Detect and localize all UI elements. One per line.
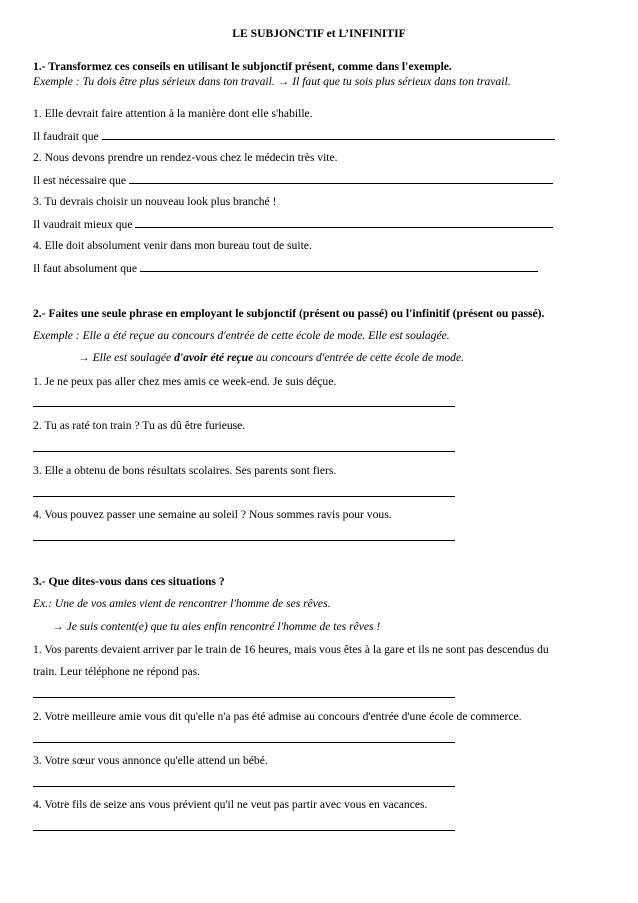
section-2-item-3: 3. Elle a obtenu de bons résultats scolaires. Ses parents sont fiers. bbox=[33, 464, 337, 477]
answer-lead: Il faudrait que bbox=[33, 130, 99, 143]
example-text: Je suis content(e) que tu aies enfin rencontré l'homme de tes rêves ! bbox=[66, 620, 381, 633]
answer-line[interactable] bbox=[33, 496, 455, 497]
answer-blank[interactable] bbox=[140, 261, 538, 272]
answer-line[interactable] bbox=[33, 406, 455, 407]
answer-line[interactable] bbox=[33, 742, 455, 743]
section-1-item-3: 3. Tu devrais choisir un nouveau look plus branché ! bbox=[33, 195, 277, 208]
section-1-answer-2 bbox=[33, 173, 553, 188]
section-1-answer-1 bbox=[33, 129, 555, 144]
section-3-item-1: 1. Vos parents devaient arriver par le train de 16 heures, mais vous êtes à la gare et ils ne sont pas descendus du bbox=[33, 643, 549, 656]
answer-line[interactable] bbox=[33, 540, 455, 541]
section-1-example bbox=[33, 75, 511, 89]
section-3-example-sentence: Ex.: Une de vos amies vient de rencontrer l'homme de ses rêves. bbox=[33, 597, 331, 610]
section-2-item-2: 2. Tu as raté ton train ? Tu as dû être furieuse. bbox=[33, 419, 246, 432]
section-2-heading: 2.- Faites une seule phrase en employant le subjonctif (présent ou passé) ou l'infinitif (présent ou passé). bbox=[33, 307, 545, 320]
answer-lead: Il est nécessaire que bbox=[33, 174, 127, 187]
section-2-item-4: 4. Vous pouvez passer une semaine au soleil ? Nous sommes ravis pour vous. bbox=[33, 508, 392, 521]
section-1-item-4: 4. Elle doit absolument venir dans mon bureau tout de suite. bbox=[33, 239, 312, 252]
section-1-answer-4 bbox=[33, 261, 538, 276]
answer-lead: Il vaudrait mieux que bbox=[33, 218, 133, 231]
section-3-item-4: 4. Votre fils de seize ans vous prévient qu'il ne veut pas partir avec vous en vacances. bbox=[33, 798, 428, 811]
answer-blank[interactable] bbox=[135, 217, 553, 228]
section-3-item-2: 2. Votre meilleure amie vous dit qu'elle n'a pas été admise au concours d'entrée d'une école de commerce. bbox=[33, 710, 522, 723]
answer-line[interactable] bbox=[33, 697, 455, 698]
section-1-answer-3 bbox=[33, 217, 553, 232]
answer-blank[interactable] bbox=[129, 173, 553, 184]
section-3-item-3: 3. Votre sœur vous annonce qu'elle attend un bébé. bbox=[33, 754, 268, 767]
section-1-example-sentence: Exemple : Tu dois être plus sérieux dans ton travail. bbox=[33, 75, 275, 88]
section-1-item-1: 1. Elle devrait faire attention à la manière dont elle s'habille. bbox=[33, 107, 313, 120]
example-text: Elle est soulagée bbox=[92, 351, 175, 364]
answer-line[interactable] bbox=[33, 830, 455, 831]
example-highlight: d'avoir été reçue bbox=[174, 351, 254, 364]
answer-lead: Il faut absolument que bbox=[33, 262, 137, 275]
section-2-example-sentence: Exemple : Elle a été reçue au concours d'entrée de cette école de mode. Elle est soulagée. bbox=[33, 329, 450, 342]
section-2-example-answer bbox=[78, 351, 464, 365]
page-title: LE SUBJONCTIF et L’INFINITIF bbox=[232, 27, 406, 40]
answer-line[interactable] bbox=[33, 451, 455, 452]
right-arrow-icon: → bbox=[277, 75, 290, 88]
section-1-heading: 1.- Transformez ces conseils en utilisant le subjonctif présent, comme dans l'exemple. bbox=[33, 60, 452, 73]
right-arrow-icon: → bbox=[78, 351, 90, 364]
section-2-item-1: 1. Je ne peux pas aller chez mes amis ce week-end. Je suis déçue. bbox=[33, 375, 337, 388]
answer-line[interactable] bbox=[33, 786, 455, 787]
example-text: au concours d'entrée de cette école de mode. bbox=[253, 351, 465, 364]
right-arrow-icon: → bbox=[52, 620, 64, 633]
section-3-item-1-cont: train. Leur téléphone ne répond pas. bbox=[33, 665, 201, 678]
section-3-example-answer bbox=[52, 620, 380, 634]
section-1-item-2: 2. Nous devons prendre un rendez-vous chez le médecin très vite. bbox=[33, 151, 338, 164]
section-1-example-answer: Il faut que tu sois plus sérieux dans ton travail. bbox=[292, 75, 511, 88]
answer-blank[interactable] bbox=[102, 129, 555, 140]
section-3-heading: 3.- Que dites-vous dans ces situations ? bbox=[33, 575, 225, 588]
